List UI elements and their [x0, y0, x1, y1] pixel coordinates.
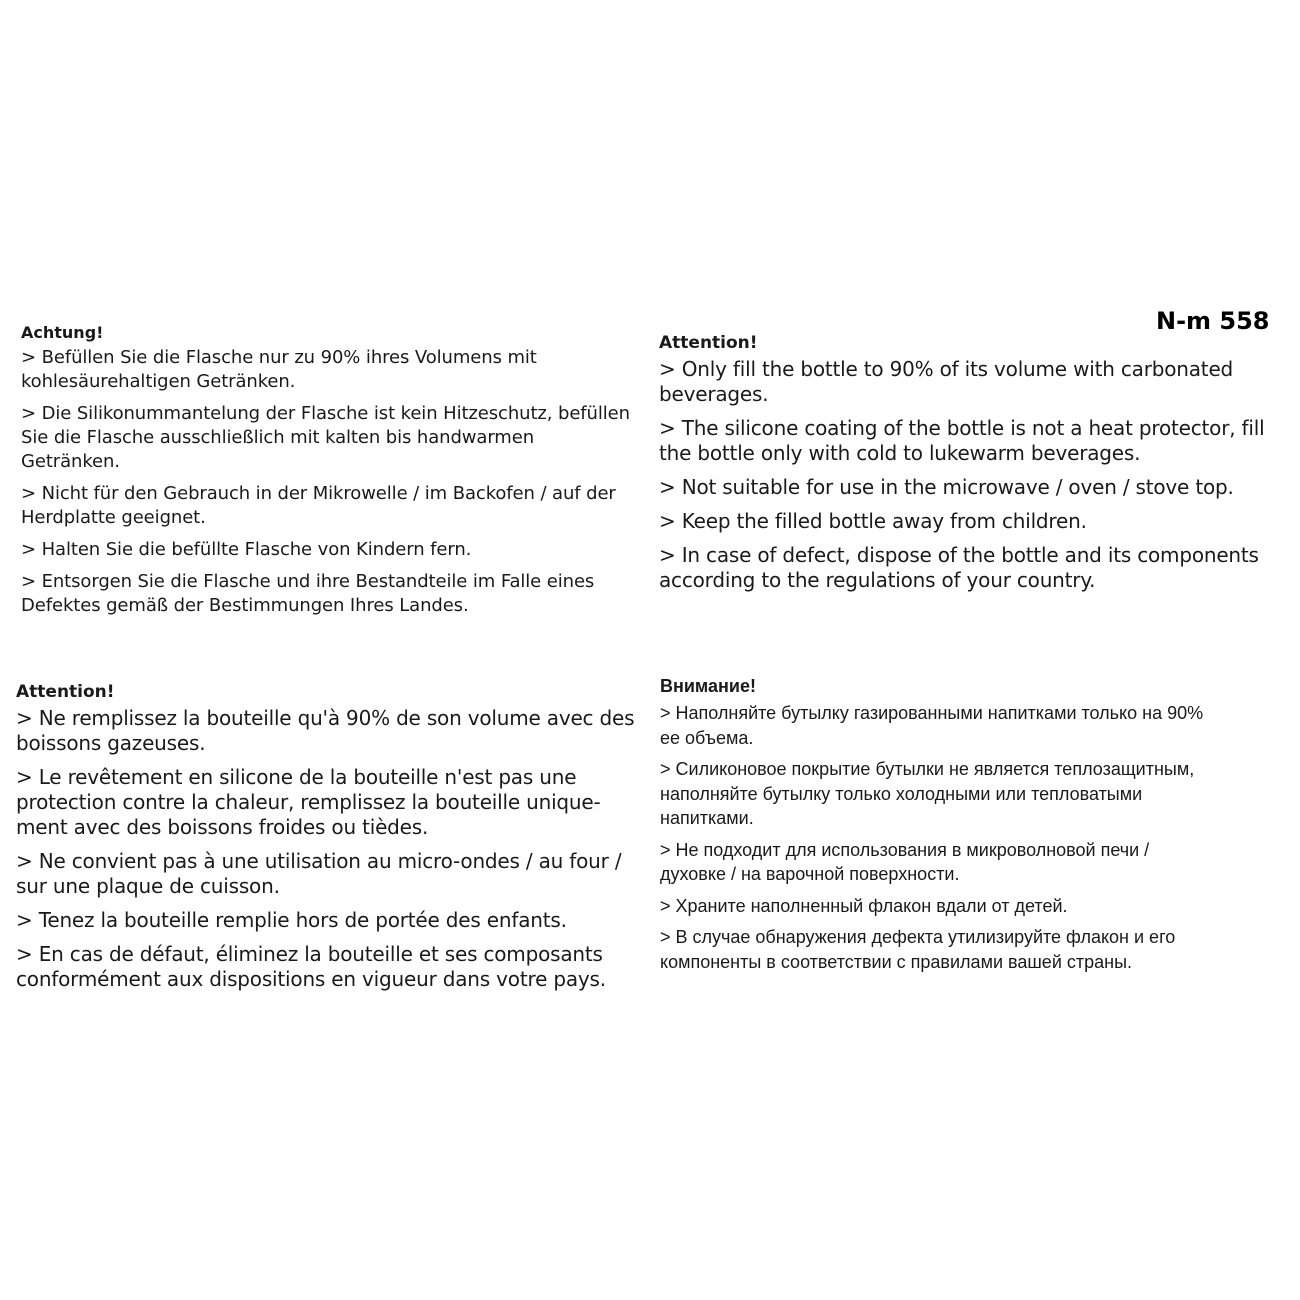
- document-code: N-m 558: [1156, 307, 1270, 335]
- warning-item: > Nicht für den Gebrauch in der Mikrowelle / im Backofen / auf der Herdplatte geeignet.: [21, 483, 616, 528]
- warning-item: > Ne convient pas à une utilisation au micro-ondes / au four / sur une plaque de cuisson.: [16, 849, 622, 898]
- warning-item: > Силиконовое покрытие бутылки не является теплозащитным, наполняйте бутылку только холодными или тепловатыми напитками.: [660, 759, 1195, 828]
- warning-heading: Внимание!: [660, 676, 756, 696]
- warning-item: > The silicone coating of the bottle is not a heat protector, fill the bottle only with cold to lukewarm beverages.: [659, 416, 1265, 465]
- warning-heading: Attention!: [16, 682, 115, 702]
- warning-item: > Tenez la bouteille remplie hors de portée des enfants.: [16, 908, 567, 932]
- warning-item: > Храните наполненный флакон вдали от детей.: [660, 895, 1068, 916]
- warning-item: > Le revêtement en silicone de la bouteille n'est pas une protection contre la chaleur, remplissez la bouteille unique-ment avec des boissons froides ou tièdes.: [16, 765, 601, 839]
- warning-item: > Ne remplissez la bouteille qu'à 90% de son volume avec des boissons gazeuses.: [16, 706, 635, 755]
- warning-block-french: [16, 682, 646, 1001]
- warning-item: > В случае обнаружения дефекта утилизируйте флакон и его компоненты в соответствии с правилами вашей страны.: [660, 927, 1176, 972]
- warning-item: > Befüllen Sie die Flasche nur zu 90% ihres Volumens mit kohlesäurehaltigen Getränken.: [21, 347, 537, 392]
- warning-block-german: [21, 323, 631, 626]
- warning-item: > Halten Sie die befüllte Flasche von Kindern fern.: [21, 539, 472, 560]
- warning-item: > En cas de défaut, éliminez la bouteille et ses composants conformément aux dispositions en vigueur dans votre pays.: [16, 942, 606, 991]
- warning-block-russian: [660, 674, 1220, 981]
- warning-item: > Не подходит для использования в микроволновой печи / духовке / на варочной поверхности.: [660, 839, 1150, 884]
- warning-item: > Die Silikonummantelung der Flasche ist kein Hitzeschutz, befüllen Sie die Flasche ausschließlich mit kalten bis handwarmen Getränken.: [21, 403, 630, 472]
- warning-item: > Наполняйте бутылку газированными напитками только на 90% ее объема.: [660, 703, 1204, 748]
- warning-item: > Only fill the bottle to 90% of its volume with carbonated beverages.: [659, 357, 1234, 406]
- warning-item: > Entsorgen Sie die Flasche und ihre Bestandteile im Falle eines Defektes gemäß der Bestimmungen Ihres Landes.: [21, 571, 595, 616]
- warning-item: > Keep the filled bottle away from children.: [659, 509, 1087, 533]
- warning-block-english: [659, 333, 1289, 602]
- warning-heading: Achtung!: [21, 323, 104, 342]
- warning-heading: Attention!: [659, 333, 758, 353]
- warning-item: > Not suitable for use in the microwave / oven / stove top.: [659, 475, 1234, 499]
- warning-item: > In case of defect, dispose of the bottle and its components according to the regulations of your country.: [659, 543, 1259, 592]
